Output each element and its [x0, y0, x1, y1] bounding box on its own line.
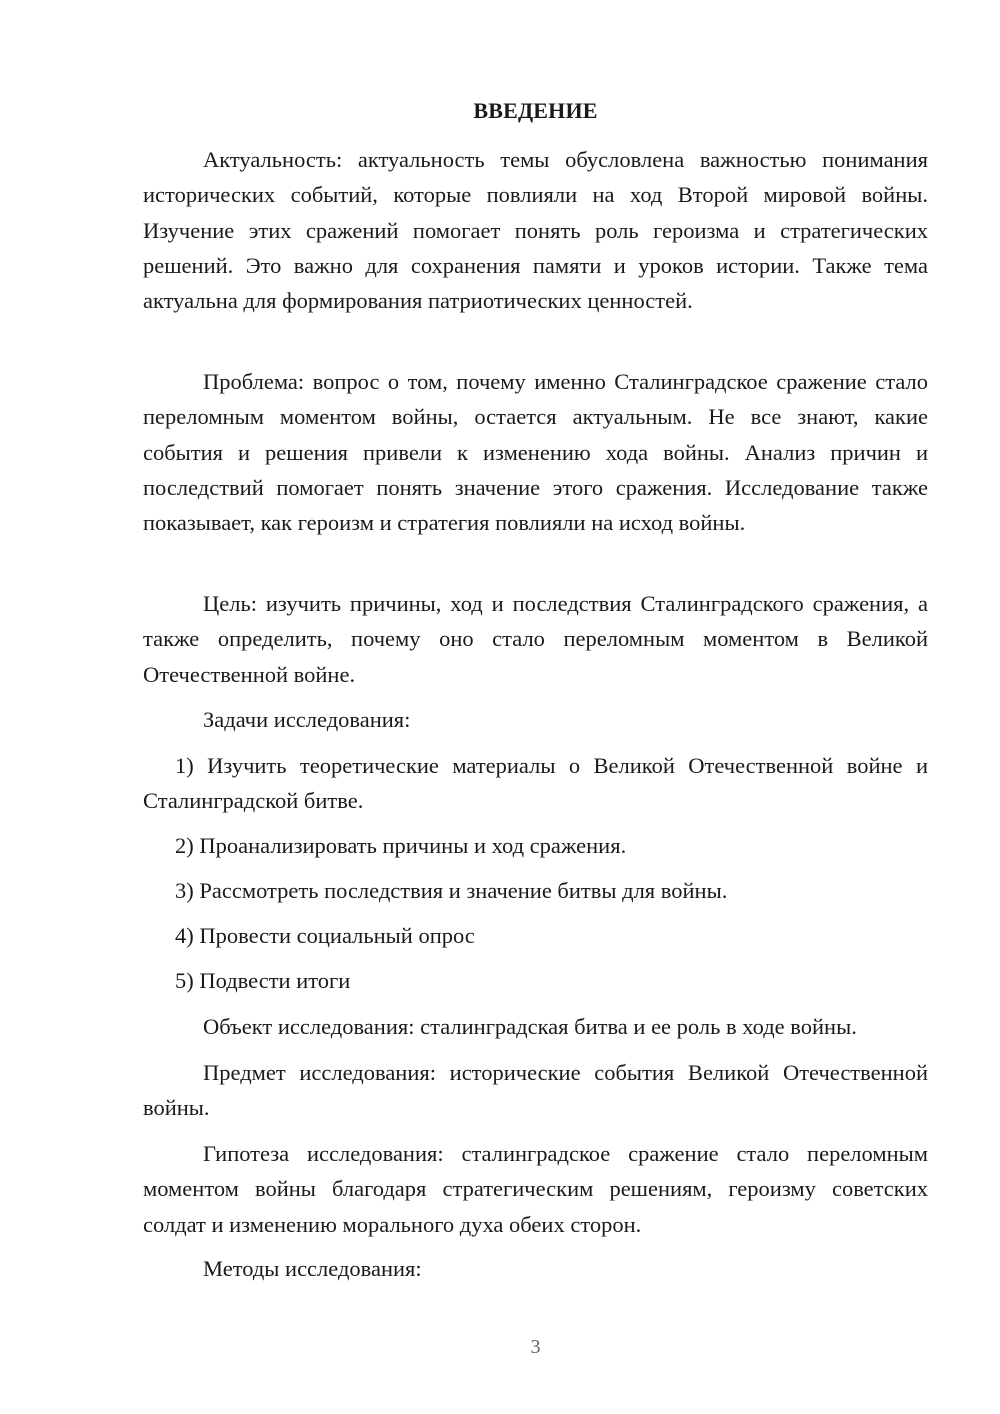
paragraph-hypothesis: Гипотеза исследования: сталинградское сражение стало переломным моментом войны благодаря стратегическим решениям, героизму советских солдат и изменению морального духа обеих сторон.	[143, 1141, 928, 1237]
page-title: ВВЕДЕНИЕ	[473, 98, 598, 123]
list-item-task-1: 1) Изучить теоретические материалы о Великой Отечественной войне и Сталинградской битве.	[143, 753, 928, 814]
paragraph-tasks-heading: Задачи исследования:	[203, 707, 411, 732]
list-item-task-4: 4) Провести социальный опрос	[175, 923, 475, 948]
paragraph-subject: Предмет исследования: исторические события Великой Отечественной войны.	[143, 1060, 928, 1121]
page-number: 3	[530, 1336, 541, 1358]
paragraph-relevance: Актуальность: актуальность темы обусловлена важностью понимания исторических событий, которые повлияли на ход Второй мировой войны. Изучение этих сражений помогает понять роль героизма и стратегических решений. Это важно для сохранения памяти и уроков истории. Также тема актуальна для формирования патриотических ценностей.	[143, 147, 928, 314]
document-page	[143, 0, 928, 1414]
paragraph-problem: Проблема: вопрос о том, почему именно Сталинградское сражение стало переломным моментом войны, остается актуальным. Не все знают, какие события и решения привели к изменению хода войны. Анализ причин и последствий помогает понять значение этого сражения. Исследование также показывает, как героизм и стратегия повлияли на исход войны.	[143, 369, 928, 536]
list-item-task-3: 3) Рассмотреть последствия и значение битвы для войны.	[175, 878, 728, 903]
paragraph-goal: Цель: изучить причины, ход и последствия Сталинградского сражения, а также определить, почему оно стало переломным моментом в Великой Отечественной войне.	[143, 591, 928, 687]
list-item-task-5: 5) Подвести итоги	[175, 968, 351, 993]
paragraph-methods: Методы исследования:	[203, 1256, 422, 1281]
paragraph-object: Объект исследования: сталинградская битва и ее роль в ходе войны.	[203, 1014, 857, 1039]
list-item-task-2: 2) Проанализировать причины и ход сражения.	[175, 833, 627, 858]
